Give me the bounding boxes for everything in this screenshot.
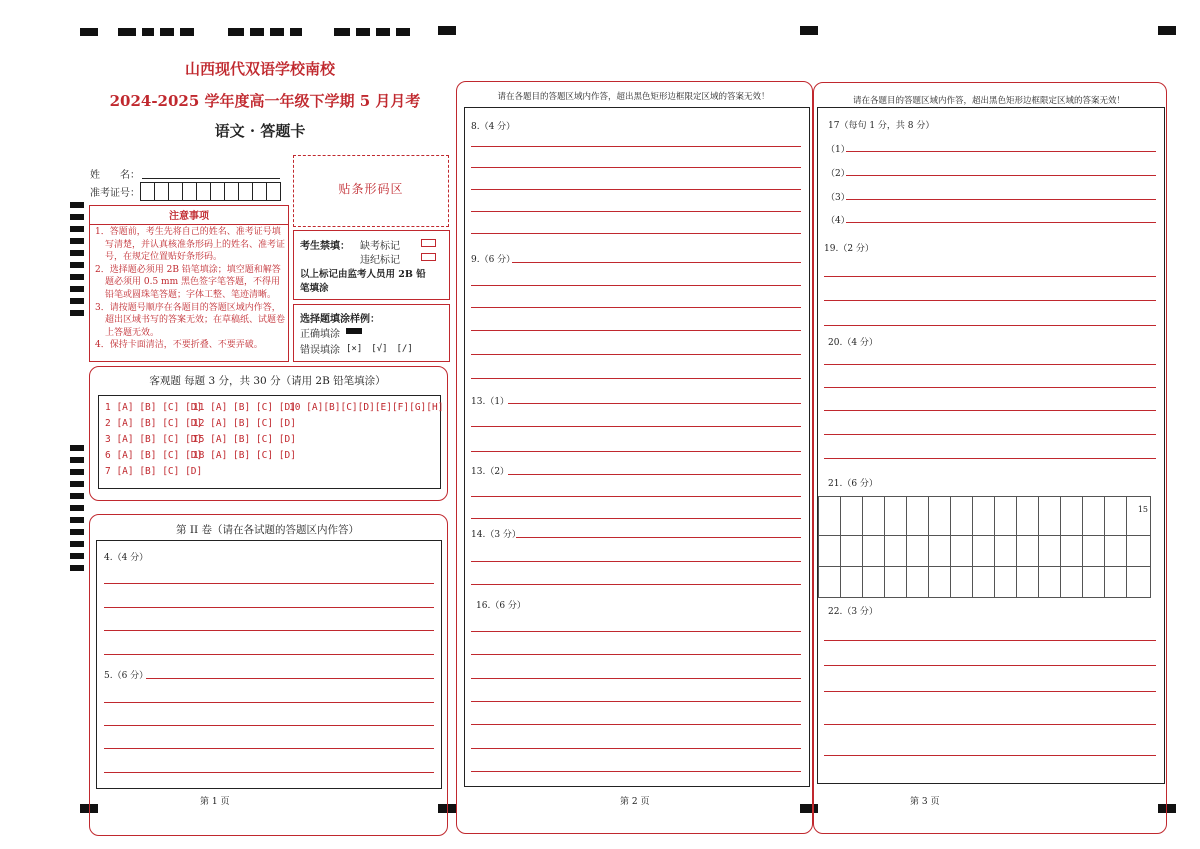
- correct-label: 正确填涂: [300, 329, 340, 340]
- question-label-q16: 16.（6 分）: [476, 601, 526, 611]
- question-label-q14: 14.（3 分）: [471, 530, 521, 540]
- exam-title: 2024-2025 学年度高一年级下学期 5 月月考: [109, 92, 421, 110]
- essay-grid-q21[interactable]: [818, 496, 1151, 598]
- choice-row[interactable]: I5 [A] [B] [C] [D]: [193, 434, 296, 445]
- question-label-q17-1: （1）: [826, 145, 850, 155]
- choice-row[interactable]: 6 [A] [B] [C] [D]: [105, 450, 203, 461]
- notice-item: 2．选择题必须用 2B 铅笔填涂；填空题和解答题必须用 0.5 mm 黑色签字笔答题，不得用铅笔或圆珠笔答题；字体工整、笔迹清晰。: [95, 264, 281, 300]
- choice-row[interactable]: 2 [A] [B] [C] [D]: [105, 418, 203, 429]
- answer-area-q4-q5: [96, 540, 442, 789]
- question-label-q4: 4.（4 分）: [104, 553, 149, 563]
- page-number: 第 3 页: [910, 797, 940, 807]
- choice-row[interactable]: 12 [A] [B] [C] [D]: [193, 418, 296, 429]
- answer-line-q17-4[interactable]: [846, 222, 1156, 223]
- violate-label: 违纪标记: [360, 255, 400, 266]
- part2-title: 第 II 卷（请在各试题的答题区内作答）: [176, 524, 359, 536]
- notice-list: [95, 226, 285, 352]
- question-label-q13-2: 13.（2）: [471, 467, 510, 477]
- choice-row[interactable]: 18 [A] [B] [C] [D]: [193, 450, 296, 461]
- question-label-q22: 22.（3 分）: [828, 607, 878, 617]
- absent-label: 缺考标记: [360, 241, 400, 252]
- violate-checkbox[interactable]: [421, 253, 436, 261]
- subject-title: 语文 · 答题卡: [214, 122, 306, 140]
- choice-row[interactable]: 11 [A] [B] [C] [D]: [193, 402, 296, 413]
- notice-item: 3．请按题号顺序在各题目的答题区域内作答，超出区域书写的答案无效；在草稿纸、试题卷上答题无效。: [95, 302, 286, 338]
- question-label-q17-4: （4）: [826, 216, 850, 226]
- question-label-q8: 8.（4 分）: [471, 122, 516, 132]
- answer-area-page2: [464, 107, 810, 787]
- page-number: 第 1 页: [200, 797, 230, 807]
- choice-row[interactable]: 10 [A][B][C][D][E][F][G][H]: [289, 402, 444, 413]
- id-cells[interactable]: [140, 182, 280, 201]
- objective-title: 客观题 每题 3 分，共 30 分（请用 2B 铅笔填涂）: [149, 375, 386, 387]
- choice-row[interactable]: 7 [A] [B] [C] [D]: [105, 466, 203, 477]
- question-label-q17-3: （3）: [826, 193, 850, 203]
- name-field[interactable]: [142, 178, 280, 179]
- page-number: 第 2 页: [620, 797, 650, 807]
- answer-line-q17-2[interactable]: [846, 175, 1156, 176]
- question-label-q9: 9.（6 分）: [471, 255, 516, 265]
- school-title: 山西现代双语学校南校: [184, 60, 335, 78]
- wrong-label: 错误填涂: [300, 345, 340, 356]
- answer-line-q17-3[interactable]: [846, 199, 1156, 200]
- grid-count-label: 15: [1127, 497, 1151, 536]
- choice-row[interactable]: 1 [A] [B] [C] [D]: [105, 402, 203, 413]
- question-label-q20: 20.（4 分）: [828, 338, 878, 348]
- forbid-note: 笔填涂: [300, 283, 329, 294]
- barcode-label: 贴条形码区: [338, 182, 404, 196]
- sample-title: 选择题填涂样例：: [300, 314, 380, 325]
- correct-fill-sample: [346, 328, 362, 334]
- question-label-q5: 5.（6 分）: [104, 671, 149, 681]
- notice-title: 注意事项: [90, 207, 288, 225]
- notice-item: 4．保持卡面清洁，不要折叠、不要弄破。: [95, 340, 263, 351]
- question-label-q17-2: （2）: [826, 169, 850, 179]
- name-label: 姓 名：: [90, 170, 140, 181]
- wrong-marks: [×] [√] [/]: [346, 344, 413, 354]
- question-label-q17: 17（每句 1 分，共 8 分）: [828, 121, 935, 131]
- answer-area-page3: [817, 107, 1165, 784]
- forbid-note: 以上标记由监考人员用 2B 铅: [300, 269, 426, 280]
- absent-checkbox[interactable]: [421, 239, 436, 247]
- id-label: 准考证号：: [90, 188, 140, 199]
- notice-item: 1．答题前，考生先将自己的姓名、准考证号填写清楚，并认真核准条形码上的姓名、准考证号，在规定位置贴好条形码。: [95, 227, 286, 263]
- question-label-q13-1: 13.（1）: [471, 397, 510, 407]
- answer-line-q17-1[interactable]: [846, 151, 1156, 152]
- answer-warning: 请在各题目的答题区域内作答，超出黑色矩形边框限定区域的答案无效！: [497, 92, 770, 102]
- question-label-q19: 19.（2 分）: [824, 244, 874, 254]
- choice-row[interactable]: 3 [A] [B] [C] [D]: [105, 434, 203, 445]
- answer-warning: 请在各题目的答题区域内作答，超出黑色矩形边框限定区域的答案无效！: [852, 96, 1125, 106]
- question-label-q21: 21.（6 分）: [828, 479, 878, 489]
- forbid-title: 考生禁填：: [300, 241, 350, 252]
